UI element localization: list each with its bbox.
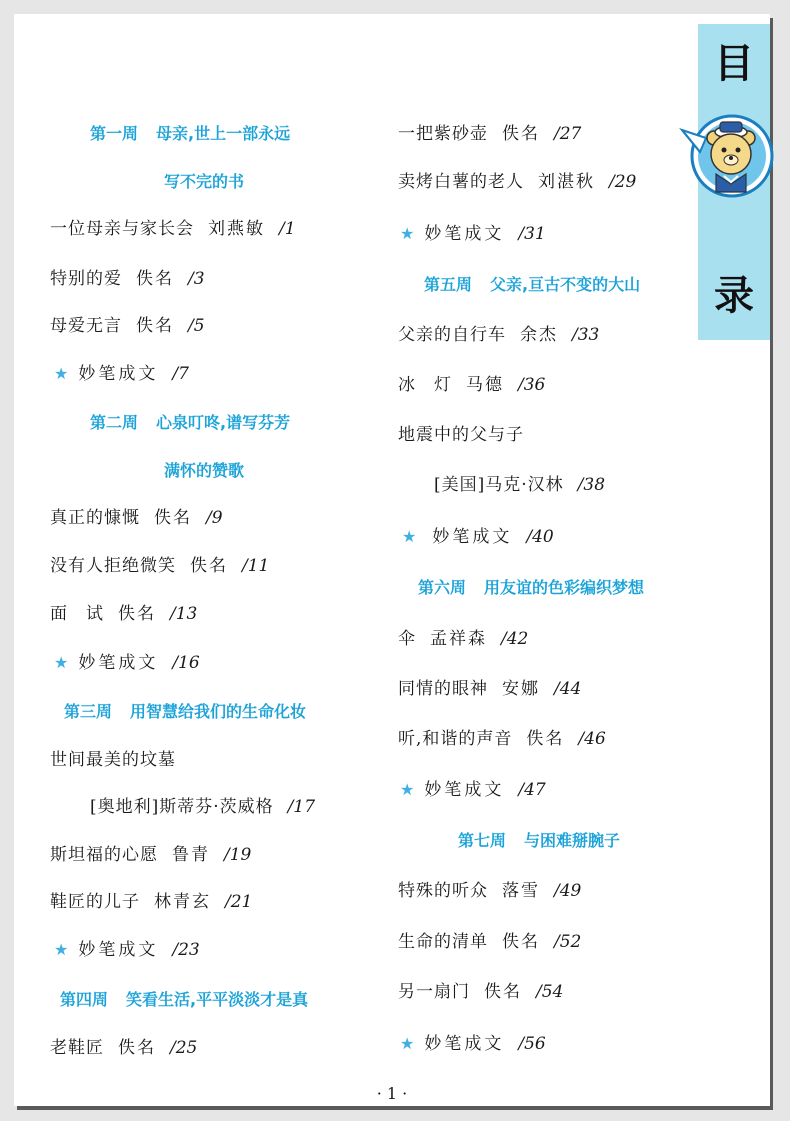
entry-page: /33 <box>572 325 600 345</box>
week-heading <box>90 124 290 144</box>
week-label: 第四周 <box>60 990 109 1009</box>
entry-page: /21 <box>225 892 253 912</box>
entry-page: /42 <box>501 629 529 649</box>
entry-title: 真正的慷慨 <box>50 508 140 528</box>
week-heading <box>64 702 306 722</box>
entry-page: /52 <box>554 932 582 952</box>
toc-entry[interactable] <box>398 932 581 952</box>
entry-author: 刘燕敏 <box>208 219 265 239</box>
heading-lu: 录 <box>714 273 754 319</box>
week-heading <box>90 413 290 433</box>
entry-author: 佚名 <box>154 508 192 528</box>
entry-author: 佚名 <box>190 556 228 576</box>
writing-practice-entry[interactable] <box>402 527 554 547</box>
entry-author: 鲁青 <box>172 845 210 865</box>
week-label: 第三周 <box>64 702 113 721</box>
entry-author: 佚名 <box>118 1038 156 1058</box>
toc-entry[interactable] <box>398 729 606 749</box>
entry-page: /11 <box>242 556 270 576</box>
entry-title: 世间最美的坟墓 <box>50 750 176 770</box>
week-label: 第二周 <box>90 413 139 432</box>
entry-author: 落雪 <box>502 881 540 901</box>
toc-entry[interactable] <box>50 219 296 239</box>
toc-entry[interactable] <box>50 604 197 624</box>
writing-practice-entry[interactable] <box>400 1034 546 1054</box>
entry-title: 斯坦福的心愿 <box>50 845 158 865</box>
week-heading-cont <box>164 461 244 481</box>
entry-title: 地震中的父与子 <box>398 425 524 445</box>
entry-page: /23 <box>172 940 200 960</box>
entry-page: /46 <box>578 729 606 749</box>
entry-author: 佚名 <box>484 982 522 1002</box>
entry-title: 另一扇门 <box>398 982 470 1002</box>
star-icon: ★ <box>402 527 417 546</box>
writing-practice-entry[interactable] <box>54 940 200 960</box>
bear-sailor-mascot-icon <box>676 108 776 208</box>
entry-title: 母爱无言 <box>50 316 122 336</box>
entry-title: 卖烤白薯的老人 <box>398 172 524 192</box>
toc-entry[interactable] <box>50 892 252 912</box>
entry-page: /13 <box>170 604 198 624</box>
entry-page: /5 <box>188 316 205 336</box>
week-heading <box>60 990 308 1010</box>
star-icon: ★ <box>54 940 69 959</box>
entry-title: 没有人拒绝微笑 <box>50 556 176 576</box>
entry-title: 妙笔成文 <box>424 1034 505 1054</box>
toc-entry[interactable] <box>50 269 205 289</box>
star-icon: ★ <box>54 364 69 383</box>
entry-author: 佚名 <box>136 316 174 336</box>
entry-title: 鞋匠的儿子 <box>50 892 140 912</box>
entry-page: /31 <box>518 224 546 244</box>
entry-page: /47 <box>518 780 546 800</box>
entry-title: 妙笔成文 <box>424 780 505 800</box>
week-title: 笑看生活,平平淡淡才是真 <box>126 990 309 1009</box>
entry-title: 老鞋匠 <box>50 1038 104 1058</box>
toc-entry[interactable] <box>50 750 176 770</box>
toc-entry[interactable] <box>50 1038 197 1058</box>
week-title: 满怀的赞歌 <box>164 461 245 480</box>
entry-title: 妙笔成文 <box>78 653 159 673</box>
toc-entry-cont[interactable] <box>434 475 605 495</box>
star-icon: ★ <box>400 1034 415 1053</box>
entry-page: /7 <box>172 364 189 384</box>
entry-author: 余杰 <box>520 325 558 345</box>
entry-page: /9 <box>206 508 223 528</box>
toc-entry[interactable] <box>398 172 636 192</box>
entry-title: 妙笔成文 <box>78 364 159 384</box>
entry-title: 特殊的听众 <box>398 881 488 901</box>
week-title: 写不完的书 <box>164 172 245 191</box>
week-label: 第五周 <box>424 275 473 294</box>
entry-author: 安娜 <box>502 679 540 699</box>
entry-page: /36 <box>518 375 546 395</box>
entry-page: /17 <box>287 797 316 817</box>
entry-author: 佚名 <box>502 932 540 952</box>
entry-title: 一把紫砂壶 <box>398 124 488 144</box>
entry-page: /3 <box>188 269 205 289</box>
week-title: 用友谊的色彩编织梦想 <box>484 578 645 597</box>
entry-title: 冰 灯 <box>398 375 452 395</box>
week-title: 与困难掰腕子 <box>524 831 621 850</box>
writing-practice-entry[interactable] <box>400 224 546 244</box>
toc-entry[interactable] <box>398 375 545 395</box>
entry-page: /44 <box>554 679 582 699</box>
entry-title: 听,和谐的声音 <box>398 729 513 749</box>
toc-entry[interactable] <box>50 508 223 528</box>
week-heading <box>458 831 620 851</box>
week-label: 第六周 <box>418 578 467 597</box>
entry-author: 刘湛秋 <box>538 172 595 192</box>
entry-author: 佚名 <box>526 729 565 749</box>
toc-entry[interactable] <box>50 845 251 865</box>
week-title: 用智慧给我们的生命化妆 <box>130 702 307 721</box>
toc-entry[interactable] <box>398 325 599 345</box>
star-icon: ★ <box>400 224 415 243</box>
toc-entry[interactable] <box>398 629 528 649</box>
entry-page: /29 <box>609 172 637 192</box>
star-icon: ★ <box>400 780 415 799</box>
week-label: 第七周 <box>458 831 507 850</box>
entry-page: /56 <box>518 1034 546 1054</box>
week-heading-cont <box>164 172 244 192</box>
toc-entry-cont[interactable] <box>90 797 315 817</box>
entry-page: /19 <box>224 845 252 865</box>
week-heading <box>418 578 644 598</box>
week-title: 母亲,世上一部永远 <box>156 124 291 143</box>
writing-practice-entry[interactable] <box>400 780 546 800</box>
toc-entry[interactable] <box>398 881 581 901</box>
writing-practice-entry[interactable] <box>54 364 189 384</box>
entry-title: 妙笔成文 <box>432 527 513 547</box>
entry-page: /49 <box>554 881 582 901</box>
entry-title: 生命的清单 <box>398 932 488 952</box>
entry-author: 佚名 <box>118 604 156 624</box>
entry-author: 林青玄 <box>154 892 211 912</box>
toc-page <box>14 14 770 1106</box>
toc-entry[interactable] <box>398 124 581 144</box>
toc-entry[interactable] <box>398 982 563 1002</box>
entry-author: [美国]马克·汉林 <box>434 475 564 495</box>
entry-author: [奥地利]斯蒂芬·茨威格 <box>90 797 274 817</box>
entry-page: /27 <box>554 124 582 144</box>
entry-page: /54 <box>536 982 564 1002</box>
entry-title: 面 试 <box>50 604 104 624</box>
heading-mu: 目 <box>714 41 754 87</box>
entry-author: 孟祥森 <box>430 629 487 649</box>
week-heading <box>424 275 640 295</box>
page-number: · 1 · <box>376 1084 408 1103</box>
toc-entry[interactable] <box>398 679 581 699</box>
toc-entry[interactable] <box>398 425 524 445</box>
week-label: 第一周 <box>90 124 139 143</box>
entry-page: /1 <box>279 219 296 239</box>
entry-title: 一位母亲与家长会 <box>50 219 194 239</box>
entry-title: 特别的爱 <box>50 269 122 289</box>
week-title: 父亲,亘古不变的大山 <box>490 275 641 294</box>
toc-heading-band <box>698 24 770 340</box>
entry-author: 佚名 <box>502 124 540 144</box>
entry-author: 佚名 <box>136 269 174 289</box>
entry-author: 马德 <box>466 375 504 395</box>
star-icon: ★ <box>54 653 69 672</box>
entry-page: /25 <box>170 1038 198 1058</box>
toc-entry[interactable] <box>50 316 205 336</box>
writing-practice-entry[interactable] <box>54 653 200 673</box>
entry-page: /38 <box>577 475 606 495</box>
toc-entry[interactable] <box>50 556 269 576</box>
entry-title: 妙笔成文 <box>424 224 505 244</box>
entry-page: /40 <box>526 527 554 547</box>
week-title: 心泉叮咚,谱写芬芳 <box>156 413 291 432</box>
entry-title: 同情的眼神 <box>398 679 488 699</box>
entry-page: /16 <box>172 653 200 673</box>
entry-title: 妙笔成文 <box>78 940 159 960</box>
entry-title: 伞 <box>398 629 416 649</box>
entry-title: 父亲的自行车 <box>398 325 506 345</box>
